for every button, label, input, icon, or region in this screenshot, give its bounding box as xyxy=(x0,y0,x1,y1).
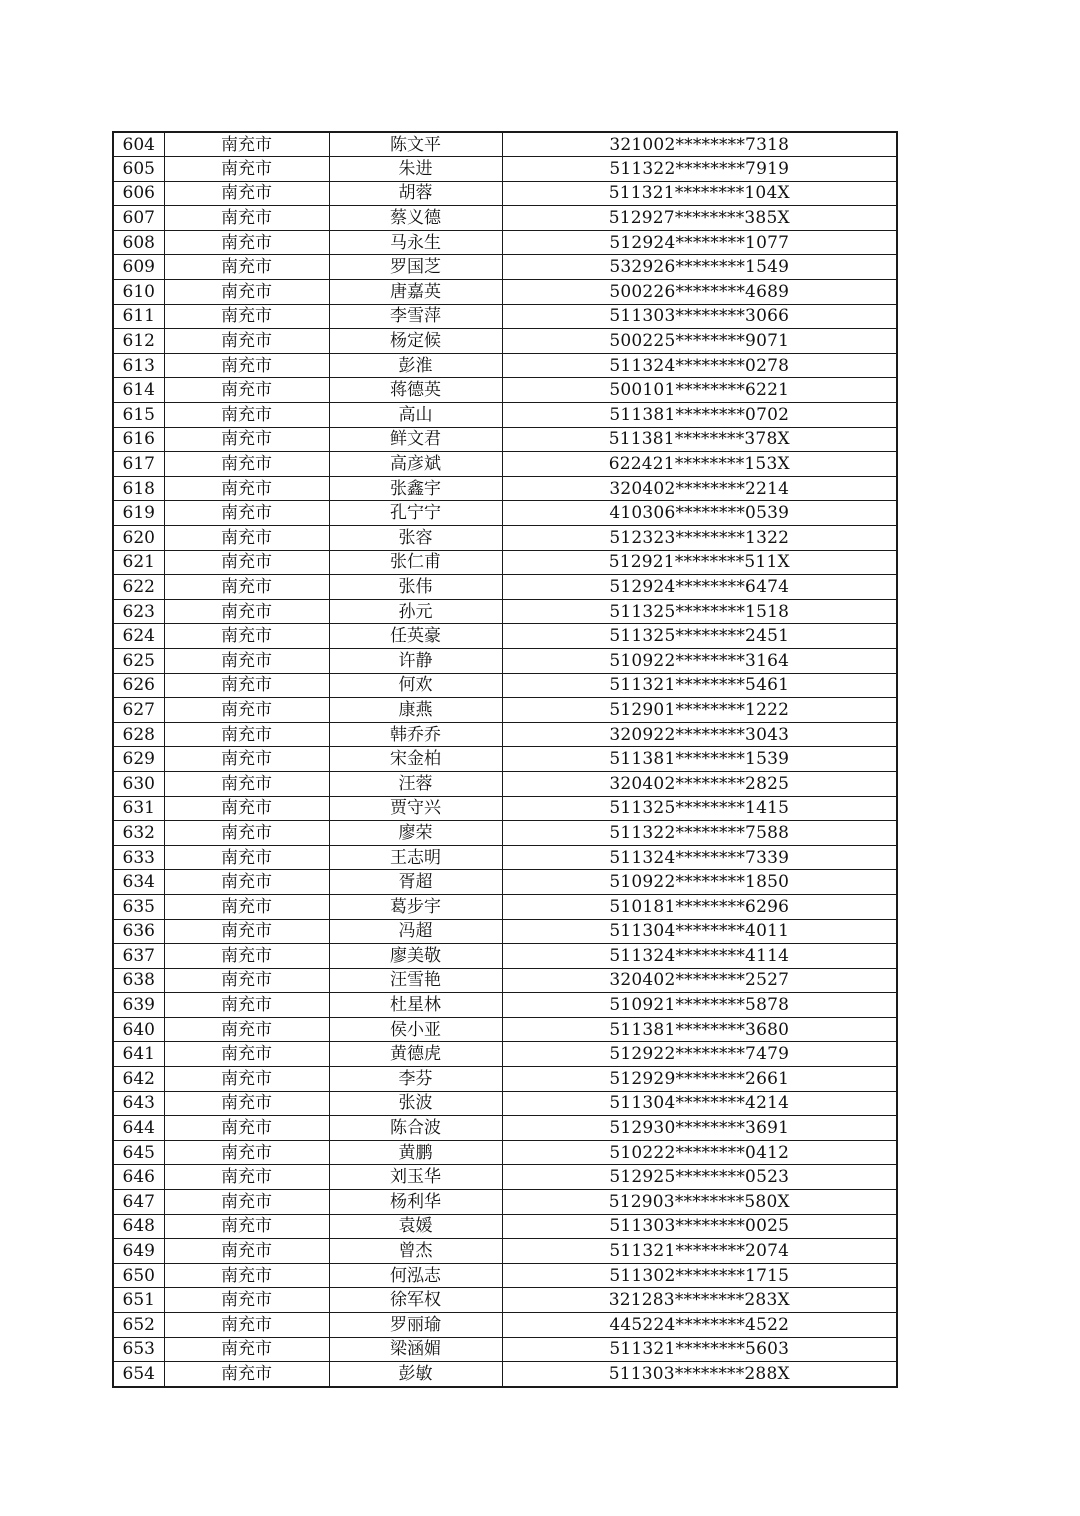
row-id-number: 511322********7588 xyxy=(502,821,897,846)
row-name: 李雪萍 xyxy=(329,304,502,329)
row-id-number: 512922********7479 xyxy=(502,1042,897,1067)
table-row xyxy=(113,206,897,231)
row-id-number: 511322********7919 xyxy=(502,157,897,182)
row-name: 贾守兴 xyxy=(329,796,502,821)
row-city: 南充市 xyxy=(164,1042,329,1067)
row-number: 626 xyxy=(113,673,164,698)
row-name: 汪蓉 xyxy=(329,771,502,796)
document-page xyxy=(112,131,896,1388)
table-row xyxy=(113,1239,897,1264)
row-number: 647 xyxy=(113,1190,164,1215)
row-name: 杨定候 xyxy=(329,329,502,354)
row-name: 王志明 xyxy=(329,845,502,870)
row-city: 南充市 xyxy=(164,452,329,477)
row-id-number: 511303********0025 xyxy=(502,1214,897,1239)
table-row xyxy=(113,550,897,575)
row-number: 614 xyxy=(113,378,164,403)
table-row xyxy=(113,378,897,403)
table-row xyxy=(113,1288,897,1313)
row-id-number: 512927********385X xyxy=(502,206,897,231)
row-city: 南充市 xyxy=(164,648,329,673)
row-id-number: 510222********0412 xyxy=(502,1140,897,1165)
row-number: 604 xyxy=(113,132,164,157)
row-name: 黄德虎 xyxy=(329,1042,502,1067)
row-number: 611 xyxy=(113,304,164,329)
row-name: 蒋德英 xyxy=(329,378,502,403)
row-name: 彭淮 xyxy=(329,353,502,378)
roster-table xyxy=(112,131,898,1388)
row-name: 高山 xyxy=(329,403,502,428)
row-name: 梁涵媚 xyxy=(329,1337,502,1362)
row-name: 胥超 xyxy=(329,870,502,895)
row-city: 南充市 xyxy=(164,280,329,305)
row-city: 南充市 xyxy=(164,501,329,526)
row-number: 650 xyxy=(113,1263,164,1288)
row-name: 葛步宇 xyxy=(329,894,502,919)
row-city: 南充市 xyxy=(164,157,329,182)
table-row xyxy=(113,821,897,846)
table-row xyxy=(113,353,897,378)
row-name: 李芬 xyxy=(329,1067,502,1092)
row-city: 南充市 xyxy=(164,919,329,944)
row-city: 南充市 xyxy=(164,206,329,231)
row-number: 629 xyxy=(113,747,164,772)
row-id-number: 500101********6221 xyxy=(502,378,897,403)
table-row xyxy=(113,771,897,796)
row-city: 南充市 xyxy=(164,1116,329,1141)
row-id-number: 512929********2661 xyxy=(502,1067,897,1092)
row-city: 南充市 xyxy=(164,1239,329,1264)
row-id-number: 511324********0278 xyxy=(502,353,897,378)
table-row xyxy=(113,1067,897,1092)
row-id-number: 512323********1322 xyxy=(502,526,897,551)
row-name: 黄鹏 xyxy=(329,1140,502,1165)
row-id-number: 511381********1539 xyxy=(502,747,897,772)
table-row xyxy=(113,1337,897,1362)
row-city: 南充市 xyxy=(164,968,329,993)
row-id-number: 511324********4114 xyxy=(502,944,897,969)
table-row xyxy=(113,1091,897,1116)
row-city: 南充市 xyxy=(164,575,329,600)
row-name: 高彦斌 xyxy=(329,452,502,477)
row-city: 南充市 xyxy=(164,1165,329,1190)
row-number: 646 xyxy=(113,1165,164,1190)
row-name: 马永生 xyxy=(329,230,502,255)
table-row xyxy=(113,968,897,993)
table-row xyxy=(113,599,897,624)
row-id-number: 512903********580X xyxy=(502,1190,897,1215)
row-number: 644 xyxy=(113,1116,164,1141)
row-number: 613 xyxy=(113,353,164,378)
row-number: 608 xyxy=(113,230,164,255)
row-name: 孙元 xyxy=(329,599,502,624)
row-city: 南充市 xyxy=(164,1313,329,1338)
row-city: 南充市 xyxy=(164,230,329,255)
row-name: 宋金柏 xyxy=(329,747,502,772)
table-row xyxy=(113,132,897,157)
row-city: 南充市 xyxy=(164,722,329,747)
table-row xyxy=(113,181,897,206)
table-row xyxy=(113,575,897,600)
row-city: 南充市 xyxy=(164,599,329,624)
row-number: 624 xyxy=(113,624,164,649)
table-row xyxy=(113,1214,897,1239)
row-number: 623 xyxy=(113,599,164,624)
row-name: 彭敏 xyxy=(329,1362,502,1387)
row-city: 南充市 xyxy=(164,1190,329,1215)
row-name: 罗国芝 xyxy=(329,255,502,280)
row-name: 康燕 xyxy=(329,698,502,723)
row-name: 冯超 xyxy=(329,919,502,944)
row-number: 612 xyxy=(113,329,164,354)
row-id-number: 511321********5603 xyxy=(502,1337,897,1362)
row-number: 617 xyxy=(113,452,164,477)
row-id-number: 511381********378X xyxy=(502,427,897,452)
row-city: 南充市 xyxy=(164,1263,329,1288)
row-number: 618 xyxy=(113,476,164,501)
row-id-number: 511303********288X xyxy=(502,1362,897,1387)
row-number: 632 xyxy=(113,821,164,846)
row-name: 杨利华 xyxy=(329,1190,502,1215)
table-row xyxy=(113,1263,897,1288)
table-row xyxy=(113,894,897,919)
table-row xyxy=(113,526,897,551)
table-row xyxy=(113,944,897,969)
row-city: 南充市 xyxy=(164,845,329,870)
row-id-number: 320402********2527 xyxy=(502,968,897,993)
row-number: 607 xyxy=(113,206,164,231)
row-number: 615 xyxy=(113,403,164,428)
row-id-number: 511381********0702 xyxy=(502,403,897,428)
row-city: 南充市 xyxy=(164,796,329,821)
row-id-number: 511303********3066 xyxy=(502,304,897,329)
table-row xyxy=(113,1362,897,1387)
row-number: 643 xyxy=(113,1091,164,1116)
row-name: 张鑫宇 xyxy=(329,476,502,501)
row-number: 620 xyxy=(113,526,164,551)
table-row xyxy=(113,722,897,747)
row-id-number: 511302********1715 xyxy=(502,1263,897,1288)
row-name: 陈合波 xyxy=(329,1116,502,1141)
row-name: 袁媛 xyxy=(329,1214,502,1239)
row-number: 654 xyxy=(113,1362,164,1387)
row-city: 南充市 xyxy=(164,993,329,1018)
row-id-number: 622421********153X xyxy=(502,452,897,477)
row-number: 652 xyxy=(113,1313,164,1338)
row-id-number: 511304********4011 xyxy=(502,919,897,944)
row-id-number: 511324********7339 xyxy=(502,845,897,870)
row-city: 南充市 xyxy=(164,1140,329,1165)
row-name: 徐军权 xyxy=(329,1288,502,1313)
row-number: 648 xyxy=(113,1214,164,1239)
row-id-number: 511304********4214 xyxy=(502,1091,897,1116)
row-number: 622 xyxy=(113,575,164,600)
row-number: 606 xyxy=(113,181,164,206)
row-number: 635 xyxy=(113,894,164,919)
row-number: 621 xyxy=(113,550,164,575)
row-city: 南充市 xyxy=(164,550,329,575)
row-number: 630 xyxy=(113,771,164,796)
row-city: 南充市 xyxy=(164,476,329,501)
row-number: 641 xyxy=(113,1042,164,1067)
table-row xyxy=(113,476,897,501)
table-row xyxy=(113,919,897,944)
row-number: 636 xyxy=(113,919,164,944)
row-name: 罗丽瑜 xyxy=(329,1313,502,1338)
row-number: 633 xyxy=(113,845,164,870)
row-city: 南充市 xyxy=(164,1017,329,1042)
row-number: 628 xyxy=(113,722,164,747)
table-row xyxy=(113,427,897,452)
row-name: 张波 xyxy=(329,1091,502,1116)
table-row xyxy=(113,796,897,821)
row-id-number: 410306********0539 xyxy=(502,501,897,526)
row-city: 南充市 xyxy=(164,1362,329,1387)
row-id-number: 320402********2214 xyxy=(502,476,897,501)
row-id-number: 500226********4689 xyxy=(502,280,897,305)
row-id-number: 510181********6296 xyxy=(502,894,897,919)
row-id-number: 321283********283X xyxy=(502,1288,897,1313)
row-number: 653 xyxy=(113,1337,164,1362)
row-id-number: 511325********2451 xyxy=(502,624,897,649)
row-name: 廖荣 xyxy=(329,821,502,846)
table-row xyxy=(113,329,897,354)
table-row xyxy=(113,403,897,428)
row-id-number: 511321********2074 xyxy=(502,1239,897,1264)
row-id-number: 321002********7318 xyxy=(502,132,897,157)
table-row xyxy=(113,845,897,870)
table-row xyxy=(113,1313,897,1338)
row-city: 南充市 xyxy=(164,378,329,403)
row-city: 南充市 xyxy=(164,255,329,280)
row-id-number: 445224********4522 xyxy=(502,1313,897,1338)
table-row xyxy=(113,747,897,772)
table-row xyxy=(113,255,897,280)
row-id-number: 510922********3164 xyxy=(502,648,897,673)
row-city: 南充市 xyxy=(164,1091,329,1116)
row-city: 南充市 xyxy=(164,1067,329,1092)
row-name: 胡蓉 xyxy=(329,181,502,206)
row-city: 南充市 xyxy=(164,403,329,428)
table-row xyxy=(113,993,897,1018)
row-id-number: 512925********0523 xyxy=(502,1165,897,1190)
row-city: 南充市 xyxy=(164,181,329,206)
row-city: 南充市 xyxy=(164,1214,329,1239)
row-number: 651 xyxy=(113,1288,164,1313)
row-name: 汪雪艳 xyxy=(329,968,502,993)
row-name: 许静 xyxy=(329,648,502,673)
table-row xyxy=(113,1165,897,1190)
row-city: 南充市 xyxy=(164,526,329,551)
table-row xyxy=(113,157,897,182)
row-number: 638 xyxy=(113,968,164,993)
row-city: 南充市 xyxy=(164,1288,329,1313)
row-id-number: 512924********6474 xyxy=(502,575,897,600)
table-row xyxy=(113,673,897,698)
row-number: 619 xyxy=(113,501,164,526)
row-number: 609 xyxy=(113,255,164,280)
row-number: 610 xyxy=(113,280,164,305)
row-id-number: 532926********1549 xyxy=(502,255,897,280)
table-row xyxy=(113,648,897,673)
row-id-number: 320922********3043 xyxy=(502,722,897,747)
row-city: 南充市 xyxy=(164,427,329,452)
row-city: 南充市 xyxy=(164,1337,329,1362)
row-id-number: 510922********1850 xyxy=(502,870,897,895)
row-city: 南充市 xyxy=(164,132,329,157)
row-name: 刘玉华 xyxy=(329,1165,502,1190)
row-number: 605 xyxy=(113,157,164,182)
table-row xyxy=(113,624,897,649)
row-name: 韩乔乔 xyxy=(329,722,502,747)
row-city: 南充市 xyxy=(164,747,329,772)
table-row xyxy=(113,1140,897,1165)
table-row xyxy=(113,1116,897,1141)
table-row xyxy=(113,1017,897,1042)
row-city: 南充市 xyxy=(164,771,329,796)
row-number: 634 xyxy=(113,870,164,895)
row-name: 陈文平 xyxy=(329,132,502,157)
row-city: 南充市 xyxy=(164,698,329,723)
row-name: 唐嘉英 xyxy=(329,280,502,305)
row-number: 631 xyxy=(113,796,164,821)
row-number: 649 xyxy=(113,1239,164,1264)
row-number: 640 xyxy=(113,1017,164,1042)
row-name: 何泓志 xyxy=(329,1263,502,1288)
row-name: 曾杰 xyxy=(329,1239,502,1264)
row-name: 杜星林 xyxy=(329,993,502,1018)
row-number: 645 xyxy=(113,1140,164,1165)
row-city: 南充市 xyxy=(164,821,329,846)
table-row xyxy=(113,698,897,723)
row-city: 南充市 xyxy=(164,624,329,649)
row-name: 侯小亚 xyxy=(329,1017,502,1042)
row-number: 627 xyxy=(113,698,164,723)
table-row xyxy=(113,452,897,477)
row-city: 南充市 xyxy=(164,304,329,329)
row-name: 张容 xyxy=(329,526,502,551)
row-city: 南充市 xyxy=(164,894,329,919)
row-number: 642 xyxy=(113,1067,164,1092)
row-id-number: 320402********2825 xyxy=(502,771,897,796)
row-id-number: 500225********9071 xyxy=(502,329,897,354)
row-id-number: 512930********3691 xyxy=(502,1116,897,1141)
row-number: 625 xyxy=(113,648,164,673)
table-row xyxy=(113,1190,897,1215)
row-name: 张伟 xyxy=(329,575,502,600)
row-id-number: 512924********1077 xyxy=(502,230,897,255)
table-row xyxy=(113,501,897,526)
row-id-number: 511325********1518 xyxy=(502,599,897,624)
row-id-number: 510921********5878 xyxy=(502,993,897,1018)
table-row xyxy=(113,304,897,329)
table-row xyxy=(113,870,897,895)
table-row xyxy=(113,230,897,255)
row-city: 南充市 xyxy=(164,329,329,354)
table-row xyxy=(113,280,897,305)
row-number: 637 xyxy=(113,944,164,969)
row-number: 616 xyxy=(113,427,164,452)
row-id-number: 511325********1415 xyxy=(502,796,897,821)
row-id-number: 511381********3680 xyxy=(502,1017,897,1042)
row-name: 蔡义德 xyxy=(329,206,502,231)
row-number: 639 xyxy=(113,993,164,1018)
row-name: 孔宁宁 xyxy=(329,501,502,526)
row-name: 张仁甫 xyxy=(329,550,502,575)
row-id-number: 512901********1222 xyxy=(502,698,897,723)
row-name: 任英豪 xyxy=(329,624,502,649)
row-name: 廖美敬 xyxy=(329,944,502,969)
row-name: 鲜文君 xyxy=(329,427,502,452)
table-row xyxy=(113,1042,897,1067)
row-id-number: 512921********511X xyxy=(502,550,897,575)
row-id-number: 511321********5461 xyxy=(502,673,897,698)
row-city: 南充市 xyxy=(164,673,329,698)
row-name: 朱进 xyxy=(329,157,502,182)
row-id-number: 511321********104X xyxy=(502,181,897,206)
row-city: 南充市 xyxy=(164,353,329,378)
row-city: 南充市 xyxy=(164,870,329,895)
row-city: 南充市 xyxy=(164,944,329,969)
row-name: 何欢 xyxy=(329,673,502,698)
